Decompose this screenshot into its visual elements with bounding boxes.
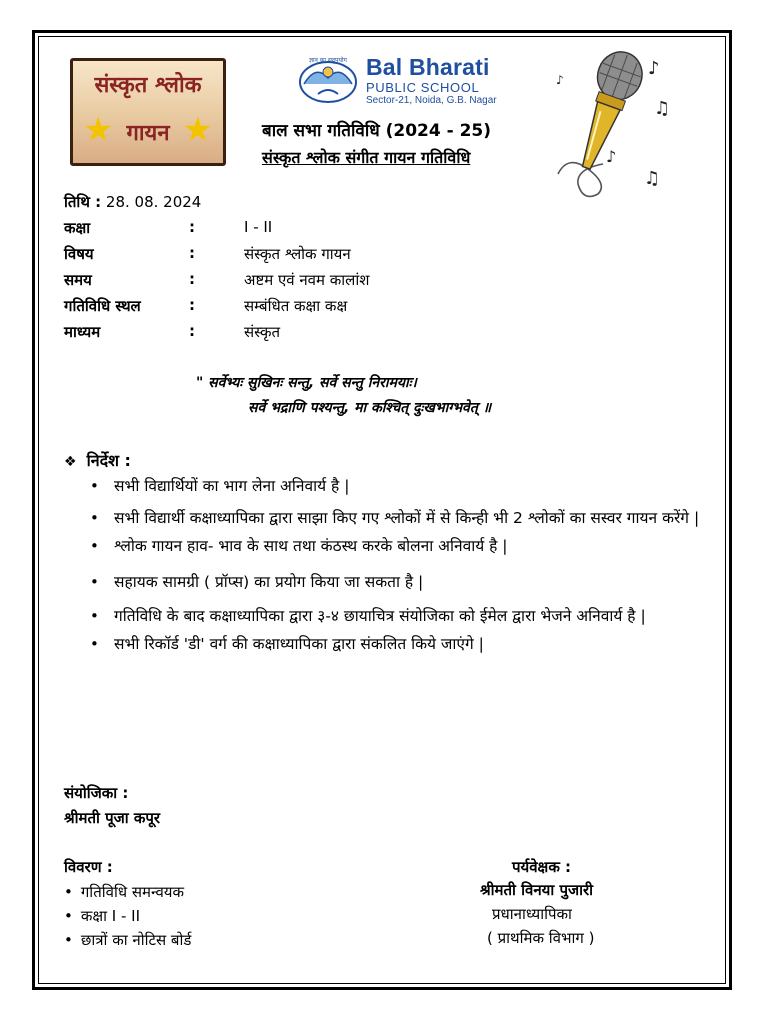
date-value: 28. 08. 2024: [105, 193, 202, 211]
shloka-line-2: सर्वे भद्राणि पश्यन्तु, मा कश्चित् दुःखभाग्भवेत् ॥: [248, 400, 492, 416]
list-item: [90, 604, 710, 628]
coordinator-name: श्रीमती पूजा कपूर: [64, 809, 161, 827]
directions-heading-text: निर्देश :: [86, 451, 131, 470]
page-subtitle: संस्कृत श्लोक संगीत गायन गतिविधि: [262, 148, 471, 167]
info-colon: :: [189, 322, 195, 340]
distribution-list: [64, 880, 191, 952]
info-value-class: I - II: [244, 218, 273, 236]
list-item: [64, 904, 191, 928]
school-emblem-icon: [296, 54, 360, 106]
supervisor-name: श्रीमती विनया पुजारी: [480, 881, 594, 899]
music-note-icon: ♪: [556, 73, 564, 87]
star-icon: ★: [182, 110, 213, 150]
bullet-dot-icon: •: [90, 635, 99, 653]
emblem-motto: ज्ञान का सदुपयोग: [309, 57, 347, 64]
bullet-dot-icon: •: [90, 607, 99, 625]
music-note-icon: ♫: [644, 168, 661, 189]
info-value-venue: सम्बंधित कक्षा कक्ष: [244, 297, 348, 315]
supervisor-dept: ( प्राथमिक विभाग ): [487, 929, 595, 947]
school-name: Bal Bharati: [366, 54, 490, 80]
direction-text: सहायक सामग्री ( प्रॉप्स) का प्रयोग किया जा सकता है |: [114, 573, 424, 591]
info-colon: :: [189, 270, 195, 288]
sanskrit-shlok-badge: [70, 58, 226, 166]
info-colon: :: [189, 296, 195, 314]
bullet-dot-icon: •: [90, 509, 99, 527]
distribution-text: गतिविधि समन्वयक: [80, 883, 184, 901]
diamond-bullet-icon: ❖: [64, 454, 77, 470]
bullet-dot-icon: •: [64, 883, 73, 901]
distribution-text: कक्षा I - II: [80, 907, 141, 925]
bullet-dot-icon: •: [90, 573, 99, 591]
bullet-dot-icon: •: [90, 477, 99, 495]
list-item: [90, 474, 710, 498]
direction-text: सभी विद्यार्थियों का भाग लेना अनिवार्य है |: [114, 477, 350, 495]
list-item: [90, 534, 710, 558]
bullet-dot-icon: •: [64, 907, 73, 925]
distribution-text: छात्रों का नोटिस बोर्ड: [80, 931, 192, 949]
distribution-label: विवरण :: [64, 858, 113, 876]
list-item: [64, 928, 191, 952]
info-label-time: समय: [64, 271, 92, 289]
list-item: [90, 506, 710, 530]
bullet-dot-icon: •: [90, 537, 99, 555]
supervisor-label: पर्यवेक्षक :: [512, 858, 572, 876]
list-item: [90, 570, 710, 594]
badge-line2: गायन: [126, 121, 170, 146]
microphone-icon: [548, 44, 678, 204]
info-value-subject: संस्कृत श्लोक गायन: [244, 245, 351, 263]
direction-text: गतिविधि के बाद कक्षाध्यापिका द्वारा ३-४ छायाचित्र संयोजिका को ईमेल द्वारा भेजने अनिवार्य है |: [114, 607, 646, 625]
music-note-icon: ♪: [606, 147, 617, 166]
info-label-venue: गतिविधि स्थल: [64, 297, 141, 315]
bullet-dot-icon: •: [64, 931, 73, 949]
music-note-icon: ♪: [648, 58, 660, 79]
shloka-line-1: " सर्वेभ्यः सुखिनः सन्तु, सर्वे सन्तु निरामयाः।: [196, 375, 417, 391]
info-label-medium: माध्यम: [64, 323, 101, 341]
info-value-medium: संस्कृत: [244, 323, 281, 341]
info-value-time: अष्टम एवं नवम कालांश: [244, 271, 370, 289]
directions-heading: [64, 449, 131, 471]
date-row: [64, 192, 201, 212]
info-label-class: कक्षा: [64, 219, 91, 237]
list-item: [90, 632, 710, 656]
badge-line1: संस्कृत श्लोक: [94, 73, 202, 98]
page-title: बाल सभा गतिविधि (2024 - 25): [262, 121, 492, 141]
info-colon: :: [189, 244, 195, 262]
list-item: [64, 880, 191, 904]
info-colon: :: [189, 218, 195, 236]
coordinator-label: संयोजिका :: [64, 784, 129, 802]
supervisor-role: प्रधानाध्यापिका: [492, 905, 572, 923]
info-label-subject: विषय: [64, 245, 94, 263]
music-note-icon: ♫: [654, 98, 671, 119]
school-type: PUBLIC SCHOOL: [366, 80, 480, 95]
direction-text: सभी रिकॉर्ड 'डी' वर्ग की कक्षाध्यापिका द्वारा संकलित किये जाएंगे |: [114, 635, 484, 653]
direction-text: सभी विद्यार्थी कक्षाध्यापिका द्वारा साझा किए गए श्लोकों में से किन्ही भी 2 श्लोकों का सस्वर गायन करेंगे |: [114, 509, 700, 527]
direction-text: श्लोक गायन हाव- भाव के साथ तथा कंठस्थ करके बोलना अनिवार्य है |: [114, 537, 508, 555]
date-label: तिथि :: [64, 193, 102, 211]
directions-list: [90, 474, 710, 656]
school-address: Sector-21, Noida, G.B. Nagar: [366, 95, 497, 106]
star-icon: ★: [83, 110, 114, 150]
